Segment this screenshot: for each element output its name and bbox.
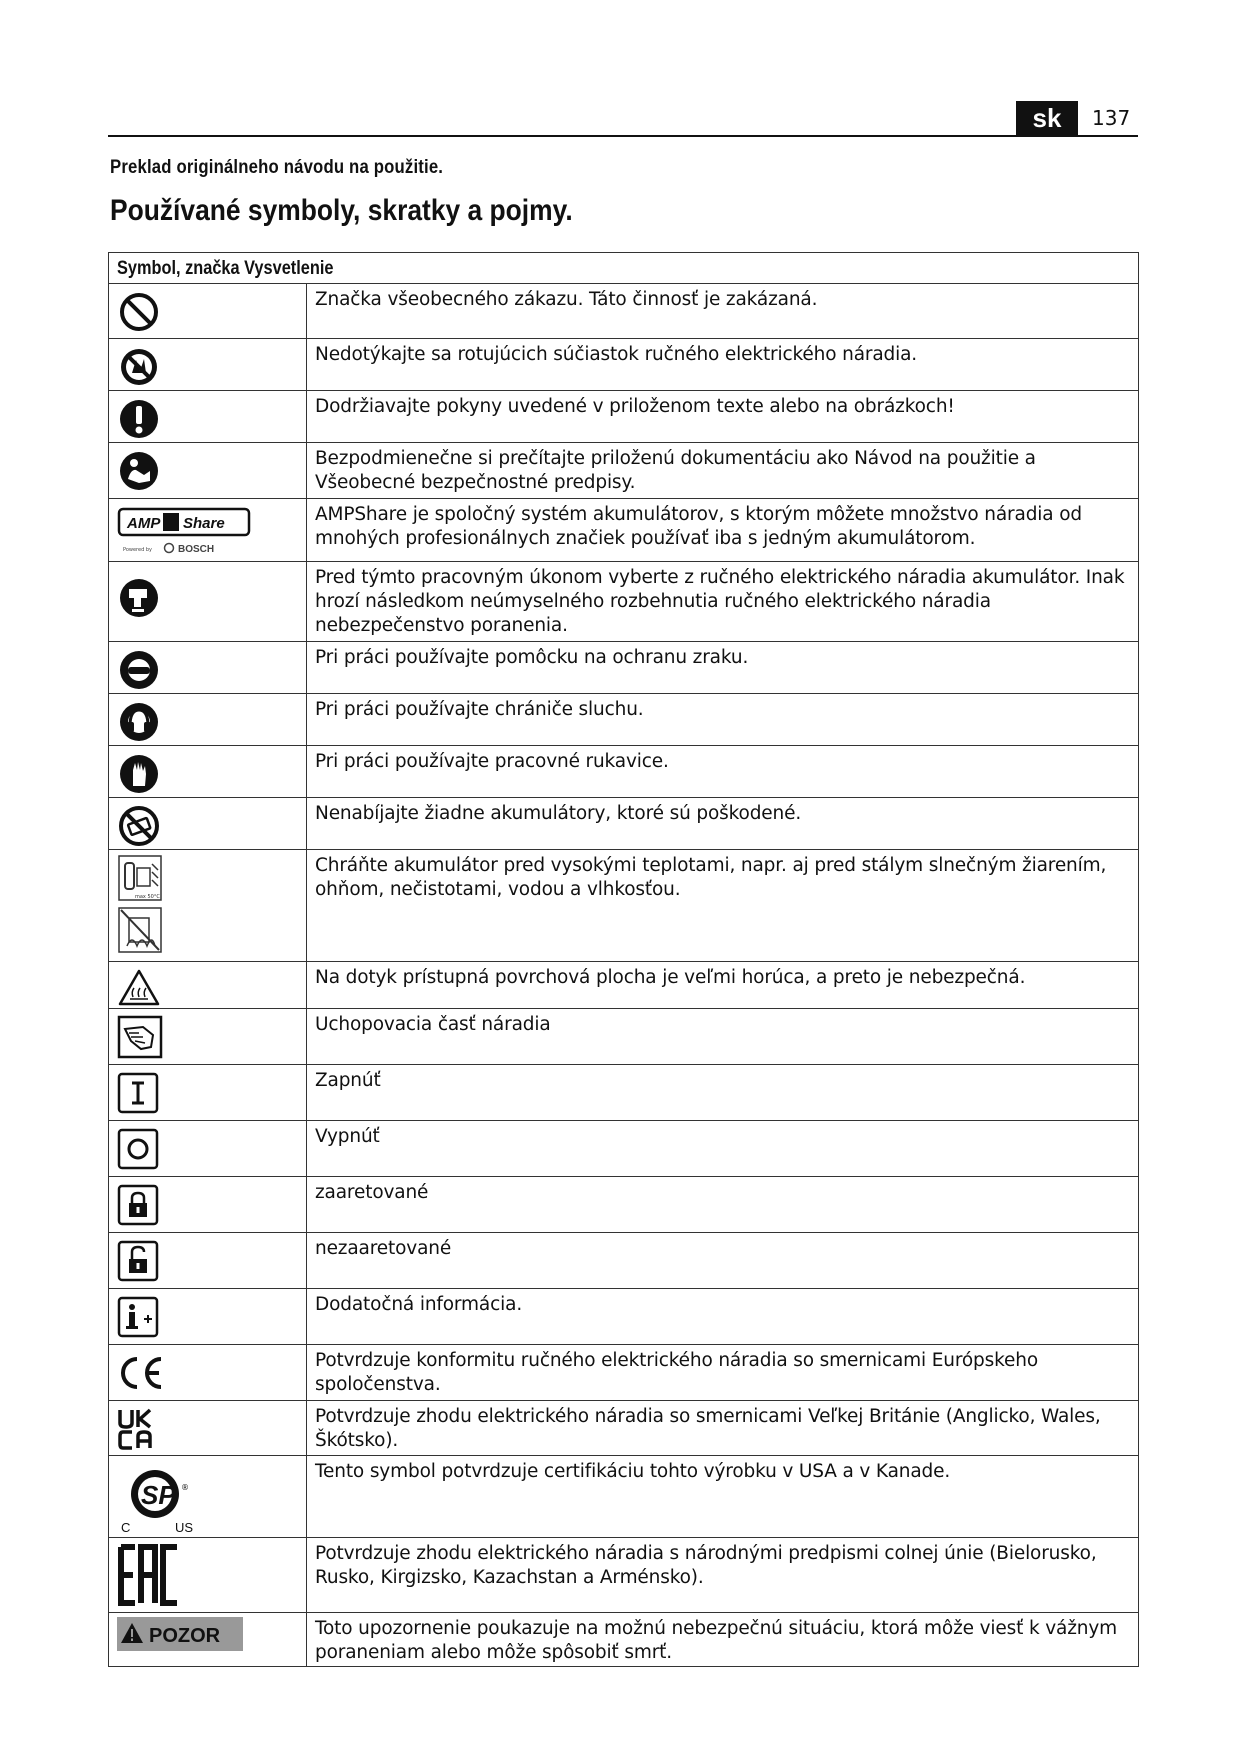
svg-text:Powered by: Powered by	[123, 547, 152, 553]
table-row	[109, 1456, 1138, 1538]
table-row	[109, 1121, 1138, 1177]
symbol-cell	[109, 499, 307, 561]
description: Bezpodmienečne si prečítajte priloženú dokumentáciu ako Návod na použitie a Všeobecné bezpečnostné predpisy.	[315, 448, 1036, 493]
switch-off-icon	[117, 1127, 159, 1171]
table-row	[109, 1177, 1138, 1233]
table-row	[109, 1065, 1138, 1121]
description: AMPShare je spoločný systém akumulátorov, s ktorým môžete množstvo náradia od mnohých profesionálnych značiek používať iba s jedným akumulátorom.	[315, 504, 1082, 549]
description: Vypnúť	[315, 1126, 380, 1147]
symbols-table	[108, 252, 1139, 1667]
table-row	[109, 1401, 1138, 1456]
mandatory-action-icon	[117, 397, 161, 441]
symbol-cell	[109, 746, 307, 797]
table-row	[109, 798, 1138, 850]
table-row	[109, 443, 1138, 499]
pozor-label: POZOR	[149, 1625, 221, 1647]
eac-mark-icon	[117, 1543, 193, 1607]
description: Pri práci používajte pomôcku na ochranu zraku.	[315, 647, 749, 668]
info-icon	[117, 1295, 159, 1339]
symbol-cell	[109, 1121, 307, 1176]
table-row	[109, 339, 1138, 391]
symbol-cell	[109, 339, 307, 390]
description: Dodržiavajte pokyny uvedené v priloženom texte alebo na obrázkoch!	[315, 396, 955, 417]
table-row	[109, 562, 1138, 642]
description: zaaretované	[315, 1182, 429, 1203]
symbol-cell	[109, 694, 307, 745]
battery-heat-water-icon	[117, 854, 165, 956]
description: Potvrdzuje zhodu elektrického náradia so smernicami Veľkej Británie (Anglicko, Wales, Škótsko).	[315, 1406, 1101, 1451]
description: Značka všeobecného zákazu. Táto činnosť je zakázaná.	[315, 289, 818, 310]
grip-area-icon	[117, 1015, 163, 1059]
eye-protection-icon	[117, 648, 161, 692]
symbol-cell	[109, 443, 307, 498]
description: Nenabíjajte žiadne akumulátory, ktoré sú poškodené.	[315, 803, 802, 824]
symbol-cell	[109, 1065, 307, 1120]
table-header	[109, 253, 1138, 284]
symbol-cell	[109, 1613, 307, 1666]
remove-battery-icon	[117, 576, 161, 620]
svg-text:C: C	[121, 1520, 131, 1535]
table-row	[109, 746, 1138, 798]
symbol-cell	[109, 1233, 307, 1288]
symbol-cell	[109, 1538, 307, 1612]
ce-mark-icon	[117, 1351, 167, 1395]
symbol-cell	[109, 1289, 307, 1344]
table-row	[109, 391, 1138, 443]
gloves-icon	[117, 752, 161, 796]
locked-icon	[117, 1183, 159, 1227]
csa-logo-letters: SP	[141, 1480, 176, 1510]
table-row	[109, 642, 1138, 694]
table-row	[109, 284, 1138, 339]
read-manual-icon	[117, 449, 161, 493]
svg-text:Share: Share	[183, 515, 225, 532]
description: nezaaretované	[315, 1238, 452, 1259]
unlocked-icon	[117, 1239, 159, 1283]
symbol-cell	[109, 562, 307, 641]
description: Nedotýkajte sa rotujúcich súčiastok ručného elektrického náradia.	[315, 344, 918, 365]
description: Toto upozornenie poukazuje na možnú nebezpečnú situáciu, ktorá môže viesť k vážnym poraneniam alebo môže spôsobiť smrť.	[315, 1618, 1118, 1663]
svg-text:®: ®	[181, 1483, 189, 1492]
symbol-cell	[109, 1456, 307, 1537]
symbol-cell	[109, 1177, 307, 1232]
table-row	[109, 499, 1138, 562]
page-title: Používané symboly, skratky a pojmy.	[110, 194, 573, 227]
svg-text:US: US	[175, 1520, 194, 1535]
description: Potvrdzuje zhodu elektrického náradia s národnými predpismi colnej únie (Bielorusko, Rusko, Kirgizsko, Kazachstan a Arménsko).	[315, 1543, 1097, 1588]
description: Chráňte akumulátor pred vysokými teplotami, napr. aj pred stálym slnečným žiarením, ohňom, nečistotami, vodou a vlhkosťou.	[315, 855, 1107, 900]
description: Tento symbol potvrdzuje certifikáciu tohto výrobku v USA a v Kanade.	[315, 1461, 951, 1482]
ukca-mark-icon	[117, 1407, 157, 1451]
svg-text:BOSCH: BOSCH	[178, 544, 215, 555]
svg-text:AMP: AMP	[127, 515, 161, 532]
symbol-cell	[109, 962, 307, 1008]
description: Dodatočná informácia.	[315, 1294, 523, 1315]
document-subtitle: Preklad originálneho návodu na použitie.	[110, 157, 444, 178]
no-touch-rotating-icon	[117, 345, 161, 389]
symbol-cell	[109, 850, 307, 961]
description: Pri práci používajte pracovné rukavice.	[315, 751, 669, 772]
page-number: 137	[1092, 106, 1131, 130]
table-row	[109, 694, 1138, 746]
csa-mark-icon	[117, 1460, 207, 1536]
description: Zapnúť	[315, 1070, 381, 1091]
symbol-cell	[109, 284, 307, 338]
symbol-cell	[109, 391, 307, 442]
max-temp-label: max 50°C	[135, 894, 160, 900]
description: Pred týmto pracovným úkonom vyberte z ručného elektrického náradia akumulátor. Inak hrozí následkom neúmyselného rozbehnutia ručného elektrického náradia nebezpečenstvo poranenia.	[315, 567, 1125, 636]
symbol-cell	[109, 642, 307, 693]
header-rule	[108, 135, 1138, 137]
table-row	[109, 1289, 1138, 1345]
description: Uchopovacia časť náradia	[315, 1014, 551, 1035]
ampshare-logo-icon	[117, 505, 257, 557]
table-row	[109, 1613, 1138, 1666]
symbol-cell	[109, 798, 307, 849]
prohibition-icon	[117, 290, 161, 334]
symbol-cell	[109, 1401, 307, 1455]
description: Na dotyk prístupná povrchová plocha je veľmi horúca, a preto je nebezpečná.	[315, 967, 1026, 988]
hot-surface-icon	[117, 968, 161, 1008]
table-row	[109, 962, 1138, 1009]
table-row	[109, 1538, 1138, 1613]
symbol-cell	[109, 1009, 307, 1064]
hearing-protection-icon	[117, 700, 161, 744]
switch-on-icon	[117, 1071, 159, 1115]
warning-pozor-icon	[117, 1617, 247, 1653]
table-row	[109, 850, 1138, 962]
table-row	[109, 1009, 1138, 1065]
table-row	[109, 1233, 1138, 1289]
description: Potvrdzuje konformitu ručného elektrického náradia so smernicami Európskeho spoločenstva.	[315, 1350, 1039, 1395]
table-row	[109, 1345, 1138, 1401]
symbol-cell	[109, 1345, 307, 1400]
no-damaged-battery-icon	[117, 804, 161, 848]
table-header-label: Symbol, značka Vysvetlenie	[117, 258, 334, 279]
language-badge: sk	[1016, 101, 1078, 135]
description: Pri práci používajte chrániče sluchu.	[315, 699, 644, 720]
